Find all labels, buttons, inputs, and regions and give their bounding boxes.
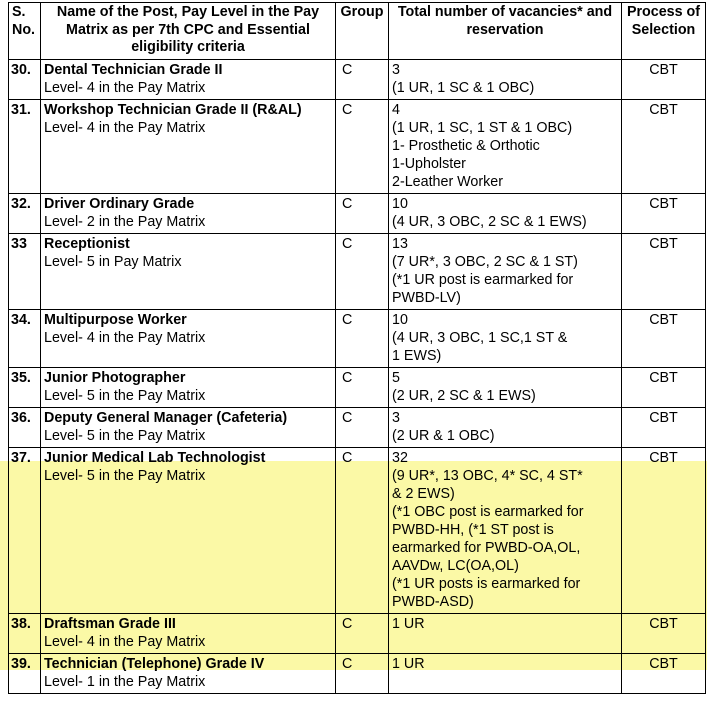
process-cell: CBT [622, 99, 706, 193]
vacancies-cell [389, 613, 622, 653]
header-group: Group [336, 3, 389, 60]
vacancy-line: 3 [392, 409, 400, 426]
group-cell: C [336, 407, 389, 447]
pay-level: Level- 5 in Pay Matrix [44, 253, 182, 270]
header-sno-line: S. [12, 4, 26, 20]
header-sno [9, 3, 41, 60]
process-cell: CBT [622, 309, 706, 367]
post-cell [41, 407, 336, 447]
vacancy-line: 1- Prosthetic & Orthotic [392, 137, 540, 154]
vacancy-line: (*1 UR posts is earmarked for [392, 575, 581, 592]
post-cell [41, 367, 336, 407]
vacancy-line: 1-Upholster [392, 155, 466, 172]
process-cell: CBT [622, 653, 706, 693]
vacancy-line: (*1 UR post is earmarked for [392, 271, 574, 288]
vacancies-cell [389, 193, 622, 233]
vacancy-line: 10 [392, 311, 408, 328]
header-vacancies: Total number of vacancies* and reservation [389, 3, 622, 60]
sno-cell: 34. [9, 309, 41, 367]
vacancy-line: (1 UR, 1 SC & 1 OBC) [392, 79, 535, 96]
vacancy-line: (2 UR, 2 SC & 1 EWS) [392, 387, 536, 404]
process-cell: CBT [622, 447, 706, 613]
group-cell: C [336, 309, 389, 367]
pay-level: Level- 5 in the Pay Matrix [44, 427, 206, 444]
table-row [9, 407, 706, 447]
post-title: Receptionist [44, 235, 130, 252]
group-cell: C [336, 653, 389, 693]
post-title: Junior Medical Lab Technologist [44, 449, 266, 466]
vacancy-line: & 2 EWS) [392, 485, 455, 502]
vacancy-line: earmarked for PWBD-OA,OL, [392, 539, 581, 556]
post-title: Multipurpose Worker [44, 311, 187, 328]
vacancy-line: (7 UR*, 3 OBC, 2 SC & 1 ST) [392, 253, 578, 270]
vacancy-line: PWBD-LV) [392, 289, 461, 306]
vacancies-cell [389, 59, 622, 99]
sno-cell: 37. [9, 447, 41, 613]
vacancy-line: (4 UR, 3 OBC, 1 SC,1 ST & [392, 329, 568, 346]
vacancy-line: (2 UR & 1 OBC) [392, 427, 495, 444]
table-body [9, 59, 706, 693]
header-post: Name of the Post, Pay Level in the Pay Matrix as per 7th CPC and Essential eligibility criteria [41, 3, 336, 60]
post-cell [41, 193, 336, 233]
header-process: Process of Selection [622, 3, 706, 60]
vacancy-line: 3 [392, 61, 400, 78]
group-cell: C [336, 367, 389, 407]
vacancy-line: PWBD-HH, (*1 ST post is [392, 521, 554, 538]
pay-level: Level- 2 in the Pay Matrix [44, 213, 206, 230]
vacancy-line: 5 [392, 369, 400, 386]
vacancy-line: (4 UR, 3 OBC, 2 SC & 1 EWS) [392, 213, 587, 230]
vacancies-cell [389, 367, 622, 407]
vacancy-line: 10 [392, 195, 408, 212]
sno-cell: 35. [9, 367, 41, 407]
post-cell [41, 653, 336, 693]
vacancy-line: (*1 OBC post is earmarked for [392, 503, 584, 520]
vacancy-line: 13 [392, 235, 408, 252]
group-cell: C [336, 59, 389, 99]
post-cell [41, 613, 336, 653]
sno-cell: 38. [9, 613, 41, 653]
vacancy-line: 1 UR [392, 615, 425, 632]
post-title: Dental Technician Grade II [44, 61, 223, 78]
vacancies-cell [389, 447, 622, 613]
header-sno-line: No. [12, 21, 36, 38]
post-title: Junior Photographer [44, 369, 186, 386]
post-cell [41, 233, 336, 309]
post-title: Draftsman Grade III [44, 615, 176, 632]
group-cell: C [336, 193, 389, 233]
sno-cell: 33 [9, 233, 41, 309]
process-cell: CBT [622, 59, 706, 99]
post-title: Workshop Technician Grade II (R&AL) [44, 101, 302, 118]
sno-cell: 30. [9, 59, 41, 99]
sno-cell: 31. [9, 99, 41, 193]
post-title: Driver Ordinary Grade [44, 195, 195, 212]
process-cell: CBT [622, 613, 706, 653]
table-header-row [9, 3, 706, 60]
process-cell: CBT [622, 407, 706, 447]
vacancies-cell [389, 407, 622, 447]
table-row [9, 99, 706, 193]
post-cell [41, 309, 336, 367]
pay-level: Level- 5 in the Pay Matrix [44, 387, 206, 404]
table-row [9, 447, 706, 613]
process-cell: CBT [622, 193, 706, 233]
vacancy-line: (9 UR*, 13 OBC, 4* SC, 4 ST* [392, 467, 583, 484]
vacancies-cell [389, 233, 622, 309]
post-cell [41, 59, 336, 99]
table-row [9, 613, 706, 653]
vacancy-line: 1 UR [392, 655, 425, 672]
pay-level: Level- 4 in the Pay Matrix [44, 329, 206, 346]
vacancy-line: (1 UR, 1 SC, 1 ST & 1 OBC) [392, 119, 573, 136]
vacancies-cell [389, 653, 622, 693]
pay-level: Level- 4 in the Pay Matrix [44, 79, 206, 96]
vacancies-cell [389, 99, 622, 193]
group-cell: C [336, 233, 389, 309]
pay-level: Level- 1 in the Pay Matrix [44, 673, 206, 690]
process-cell: CBT [622, 233, 706, 309]
pay-level: Level- 4 in the Pay Matrix [44, 119, 206, 136]
vacancy-line: PWBD-ASD) [392, 593, 474, 610]
group-cell: C [336, 447, 389, 613]
sno-cell: 36. [9, 407, 41, 447]
table-row [9, 193, 706, 233]
vacancy-line: 2-Leather Worker [392, 173, 503, 190]
group-cell: C [336, 613, 389, 653]
post-title: Deputy General Manager (Cafeteria) [44, 409, 288, 426]
sno-cell: 32. [9, 193, 41, 233]
process-cell: CBT [622, 367, 706, 407]
table-row [9, 367, 706, 407]
post-title: Technician (Telephone) Grade IV [44, 655, 265, 672]
sno-cell: 39. [9, 653, 41, 693]
vacancies-cell [389, 309, 622, 367]
pay-level: Level- 5 in the Pay Matrix [44, 467, 206, 484]
vacancy-table [8, 2, 706, 694]
table-row [9, 309, 706, 367]
table-row [9, 233, 706, 309]
pay-level: Level- 4 in the Pay Matrix [44, 633, 206, 650]
table-row [9, 59, 706, 99]
vacancy-line: 1 EWS) [392, 347, 442, 364]
post-cell [41, 447, 336, 613]
vacancy-line: AAVDw, LC(OA,OL) [392, 557, 519, 574]
post-cell [41, 99, 336, 193]
vacancy-line: 4 [392, 101, 400, 118]
table-row [9, 653, 706, 693]
group-cell: C [336, 99, 389, 193]
vacancy-line: 32 [392, 449, 408, 466]
